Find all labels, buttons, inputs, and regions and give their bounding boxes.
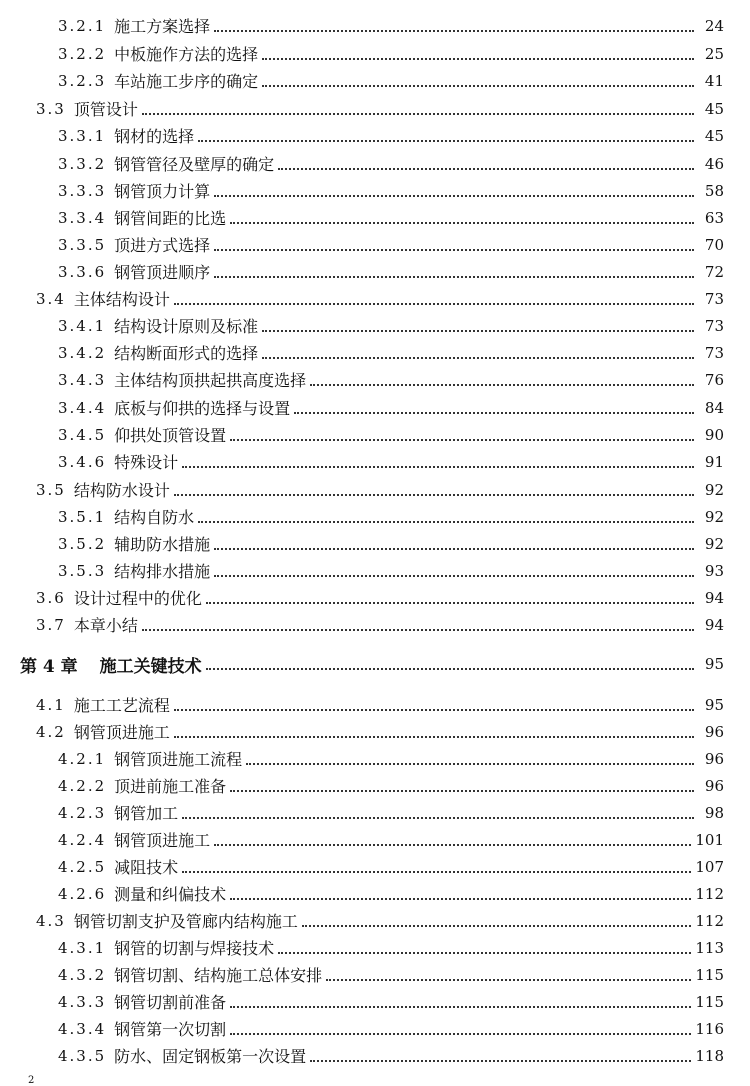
entry-title: 结构设计原则及标准 — [114, 317, 259, 336]
entry-page: 41 — [704, 71, 724, 90]
entry-title: 结构自防水 — [114, 508, 195, 527]
toc-entry[interactable] — [0, 366, 750, 393]
entry-page: 94 — [704, 615, 724, 634]
entry-page: 112 — [695, 911, 724, 930]
toc-entry[interactable] — [0, 394, 750, 421]
entry-page: 46 — [704, 154, 724, 173]
entry-number: 3.7 — [36, 615, 66, 634]
entry-page: 92 — [704, 534, 724, 553]
dot-leader — [246, 763, 694, 765]
entry-page: 70 — [704, 235, 724, 254]
entry-page: 98 — [704, 803, 724, 822]
toc-entry[interactable] — [0, 530, 750, 557]
toc-entry[interactable] — [0, 799, 750, 826]
entry-page: 58 — [704, 181, 724, 200]
entry-number: 3.2.1 — [58, 16, 107, 35]
entry-title: 结构断面形式的选择 — [114, 344, 259, 363]
dot-leader — [214, 575, 694, 577]
dot-leader — [278, 952, 691, 954]
toc-entry[interactable] — [0, 557, 750, 584]
entry-number: 4.2.1 — [58, 749, 107, 768]
entry-number: 4.2.5 — [58, 857, 107, 876]
entry-number: 3.4 — [36, 289, 66, 308]
entry-number: 4.2.4 — [58, 830, 107, 849]
entry-number: 4.1 — [36, 695, 66, 714]
dot-leader — [310, 1060, 691, 1062]
toc-entry[interactable] — [0, 258, 750, 285]
dot-leader — [198, 140, 694, 142]
toc-entry[interactable] — [0, 611, 750, 638]
entry-number: 4.2 — [36, 722, 66, 741]
entry-number: 4.2.2 — [58, 776, 107, 795]
entry-title: 钢管切割支护及管廊内结构施工 — [73, 912, 298, 931]
entry-page: 76 — [704, 370, 724, 389]
entry-page: 96 — [704, 749, 724, 768]
toc-entry[interactable] — [0, 961, 750, 988]
entry-page: 91 — [704, 452, 724, 471]
dot-leader — [230, 790, 694, 792]
toc-entry[interactable] — [0, 67, 750, 94]
chapter-number: 第 4 章 — [20, 656, 78, 677]
entry-title: 减阻技术 — [114, 858, 179, 877]
dot-leader — [262, 58, 694, 60]
entry-number: 3.5 — [36, 480, 66, 499]
toc-entry[interactable] — [0, 907, 750, 934]
dot-leader — [174, 494, 694, 496]
entry-number: 3.4.2 — [58, 343, 107, 362]
entry-page: 94 — [704, 588, 724, 607]
entry-title: 顶管设计 — [73, 100, 138, 119]
entry-page: 101 — [695, 830, 724, 849]
page-footer-mark: 2 — [28, 1075, 35, 1086]
toc-entry[interactable] — [0, 772, 750, 799]
entry-page: 96 — [704, 722, 724, 741]
entry-page: 90 — [704, 425, 724, 444]
entry-number: 3.3.2 — [58, 154, 107, 173]
entry-title: 顶进前施工准备 — [114, 777, 227, 796]
entry-title: 测量和纠偏技术 — [114, 885, 227, 904]
entry-title: 钢管顶进顺序 — [114, 263, 211, 282]
dot-leader — [262, 85, 694, 87]
toc-entry[interactable] — [0, 177, 750, 204]
toc-entry[interactable] — [0, 12, 750, 39]
toc-entry[interactable] — [0, 231, 750, 258]
toc-entry[interactable] — [0, 95, 750, 122]
dot-leader — [310, 384, 694, 386]
entry-title: 本章小结 — [73, 616, 138, 635]
entry-number: 4.3.5 — [58, 1046, 107, 1065]
chapter-page: 95 — [704, 655, 724, 673]
entry-title: 防水、固定钢板第一次设置 — [114, 1047, 307, 1066]
entry-title: 主体结构顶拱起拱高度选择 — [114, 371, 307, 390]
dot-leader — [230, 439, 694, 441]
entry-number: 3.3 — [36, 99, 66, 118]
entry-page: 73 — [704, 343, 724, 362]
entry-title: 施工方案选择 — [114, 17, 211, 36]
dot-leader — [174, 709, 694, 711]
toc-entry[interactable] — [0, 448, 750, 475]
entry-page: 25 — [704, 44, 724, 63]
toc-entry[interactable] — [0, 826, 750, 853]
dot-leader — [142, 113, 694, 115]
entry-page: 107 — [695, 857, 724, 876]
chapter-heading[interactable] — [0, 648, 750, 680]
dot-leader — [214, 844, 691, 846]
toc-entry[interactable] — [0, 421, 750, 448]
entry-title: 底板与仰拱的选择与设置 — [114, 399, 291, 418]
entry-number: 3.5.2 — [58, 534, 107, 553]
entry-title: 钢管顶进施工流程 — [114, 750, 243, 769]
dot-leader — [206, 668, 694, 670]
entry-page: 72 — [704, 262, 724, 281]
entry-number: 3.3.4 — [58, 208, 107, 227]
entry-page: 95 — [704, 695, 724, 714]
entry-title: 钢管切割前准备 — [114, 993, 227, 1012]
toc-entry[interactable] — [0, 1015, 750, 1042]
dot-leader — [262, 330, 694, 332]
dot-leader — [182, 871, 691, 873]
entry-title: 特殊设计 — [114, 453, 179, 472]
entry-page: 92 — [704, 480, 724, 499]
toc-entry[interactable] — [0, 853, 750, 880]
toc-entry[interactable] — [0, 312, 750, 339]
toc-entry[interactable] — [0, 40, 750, 67]
entry-page: 45 — [704, 99, 724, 118]
entry-number: 3.5.1 — [58, 507, 107, 526]
entry-page: 112 — [695, 884, 724, 903]
entry-number: 3.3.5 — [58, 235, 107, 254]
entry-title: 钢管顶进施工 — [114, 831, 211, 850]
entry-page: 84 — [704, 398, 724, 417]
entry-page: 24 — [704, 16, 724, 35]
entry-title: 辅助防水措施 — [114, 535, 211, 554]
entry-title: 仰拱处顶管设置 — [114, 426, 227, 445]
dot-leader — [230, 222, 694, 224]
entry-page: 116 — [695, 1019, 724, 1038]
chapter-title: 施工关键技术 — [99, 656, 202, 677]
entry-title: 设计过程中的优化 — [73, 589, 202, 608]
dot-leader — [294, 412, 694, 414]
dot-leader — [302, 925, 691, 927]
entry-page: 115 — [695, 965, 724, 984]
dot-leader — [214, 30, 694, 32]
entry-title: 中板施作方法的选择 — [114, 45, 259, 64]
dot-leader — [262, 357, 694, 359]
entry-title: 钢管的切割与焊接技术 — [114, 939, 275, 958]
entry-page: 63 — [704, 208, 724, 227]
toc-entry[interactable] — [0, 150, 750, 177]
entry-page: 113 — [695, 938, 724, 957]
toc-entry[interactable] — [0, 745, 750, 772]
entry-title: 施工工艺流程 — [73, 696, 170, 715]
toc-entry[interactable] — [0, 1042, 750, 1069]
entry-number: 3.2.2 — [58, 44, 107, 63]
dot-leader — [230, 898, 691, 900]
entry-number: 4.2.6 — [58, 884, 107, 903]
entry-number: 3.4.6 — [58, 452, 107, 471]
toc-entry[interactable] — [0, 584, 750, 611]
entry-number: 4.3.4 — [58, 1019, 107, 1038]
entry-title: 钢管加工 — [114, 804, 179, 823]
toc-entry[interactable] — [0, 503, 750, 530]
dot-leader — [182, 817, 694, 819]
entry-title: 钢管间距的比选 — [114, 209, 227, 228]
entry-number: 4.3.3 — [58, 992, 107, 1011]
entry-number: 4.2.3 — [58, 803, 107, 822]
dot-leader — [230, 1006, 691, 1008]
toc-entry[interactable] — [0, 691, 750, 718]
dot-leader — [174, 303, 694, 305]
entry-title: 钢管顶力计算 — [114, 182, 211, 201]
entry-number: 4.3.1 — [58, 938, 107, 957]
entry-number: 3.2.3 — [58, 71, 107, 90]
entry-page: 96 — [704, 776, 724, 795]
entry-number: 3.5.3 — [58, 561, 107, 580]
entry-title: 车站施工步序的确定 — [114, 72, 259, 91]
entry-page: 118 — [695, 1046, 724, 1065]
entry-number: 3.4.1 — [58, 316, 107, 335]
dot-leader — [214, 195, 694, 197]
dot-leader — [214, 548, 694, 550]
entry-title: 顶进方式选择 — [114, 236, 211, 255]
dot-leader — [326, 979, 691, 981]
entry-page: 92 — [704, 507, 724, 526]
dot-leader — [214, 249, 694, 251]
entry-page: 73 — [704, 316, 724, 335]
entry-title: 钢材的选择 — [114, 127, 195, 146]
entry-number: 3.4.4 — [58, 398, 107, 417]
entry-page: 115 — [695, 992, 724, 1011]
entry-title: 结构排水措施 — [114, 562, 211, 581]
dot-leader — [142, 629, 694, 631]
entry-title: 钢管顶进施工 — [73, 723, 170, 742]
dot-leader — [278, 168, 694, 170]
entry-number: 3.6 — [36, 588, 66, 607]
entry-page: 73 — [704, 289, 724, 308]
entry-number: 3.3.6 — [58, 262, 107, 281]
entry-number: 3.4.3 — [58, 370, 107, 389]
entry-number: 3.3.1 — [58, 126, 107, 145]
toc-entry[interactable] — [0, 339, 750, 366]
toc-entry[interactable] — [0, 934, 750, 961]
dot-leader — [206, 602, 694, 604]
toc-entry[interactable] — [0, 204, 750, 231]
toc-entry[interactable] — [0, 880, 750, 907]
dot-leader — [230, 1033, 691, 1035]
dot-leader — [214, 276, 694, 278]
entry-number: 3.4.5 — [58, 425, 107, 444]
toc-entry[interactable] — [0, 122, 750, 149]
entry-page: 93 — [704, 561, 724, 580]
toc-entry[interactable] — [0, 476, 750, 503]
toc-entry[interactable] — [0, 988, 750, 1015]
entry-title: 钢管管径及壁厚的确定 — [114, 155, 275, 174]
entry-title: 主体结构设计 — [73, 290, 170, 309]
entry-title: 钢管第一次切割 — [114, 1020, 227, 1039]
entry-title: 结构防水设计 — [73, 481, 170, 500]
dot-leader — [182, 466, 694, 468]
entry-title: 钢管切割、结构施工总体安排 — [114, 966, 323, 985]
dot-leader — [198, 521, 694, 523]
entry-page: 45 — [704, 126, 724, 145]
toc-entry[interactable] — [0, 285, 750, 312]
toc-entry[interactable] — [0, 718, 750, 745]
entry-number: 4.3.2 — [58, 965, 107, 984]
entry-number: 4.3 — [36, 911, 66, 930]
dot-leader — [174, 736, 694, 738]
entry-number: 3.3.3 — [58, 181, 107, 200]
